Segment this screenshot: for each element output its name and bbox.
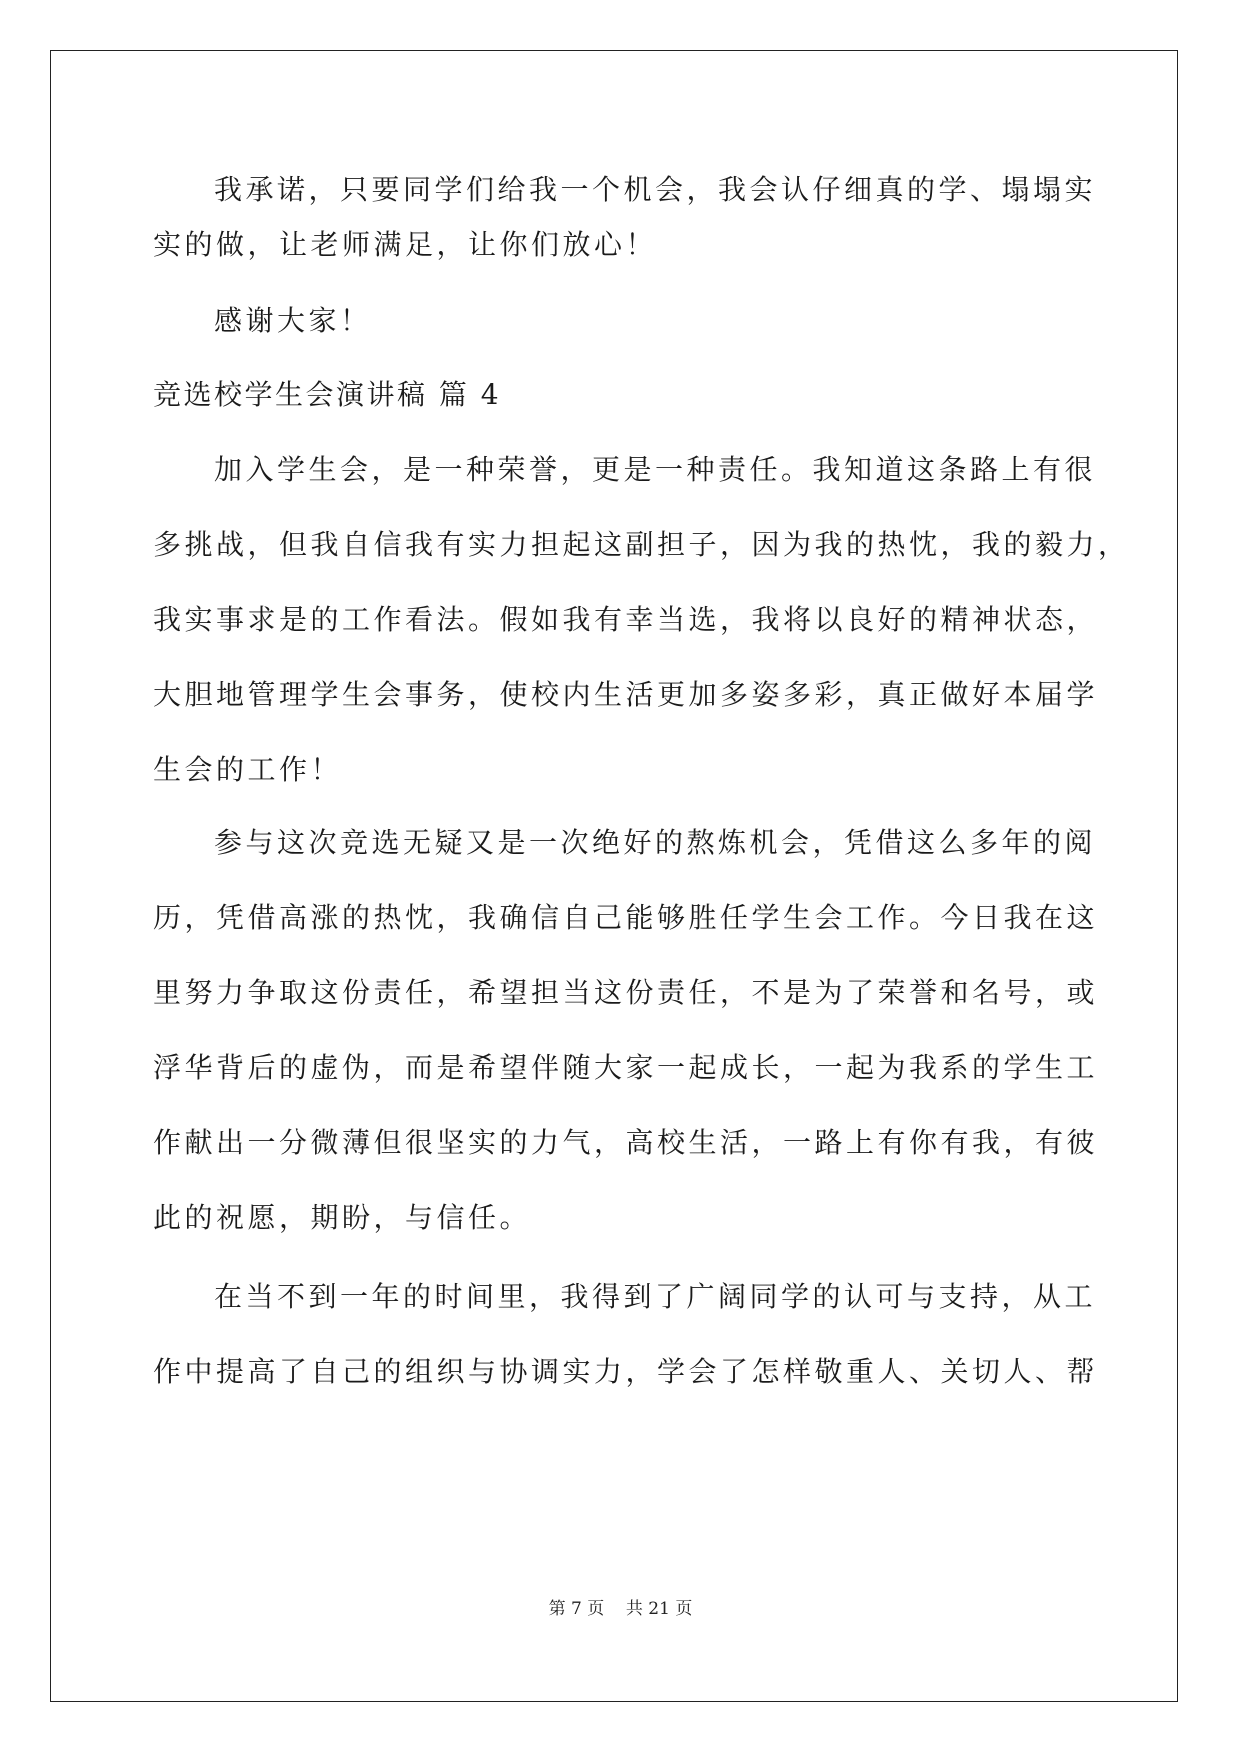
paragraph-line: 我承诺，只要同学们给我一个机会，我会认仔细真的学、塌塌实 [214, 173, 1097, 206]
page-footer [0, 1601, 1241, 1618]
paragraph-line: 感谢大家！ [214, 304, 372, 337]
paragraph-line: 生会的工作！ [153, 753, 343, 786]
paragraph-line: 多挑战，但我自信我有实力担起这副担子，因为我的热忱，我的毅力， [153, 528, 1130, 561]
paragraph-line: 在当不到一年的时间里，我得到了广阔同学的认可与支持，从工 [214, 1280, 1097, 1313]
page-total: 共 21 页 [625, 1599, 693, 1619]
paragraph-line: 参与这次竞选无疑又是一次绝好的熬炼机会，凭借这么多年的阅 [214, 826, 1097, 859]
paragraph-line: 浮华背后的虚伪，而是希望伴随大家一起成长，一起为我系的学生工 [153, 1051, 1099, 1084]
paragraph-line: 里努力争取这份责任，希望担当这份责任，不是为了荣誉和名号，或 [153, 976, 1099, 1009]
paragraph-line: 大胆地管理学生会事务，使校内生活更加多姿多彩，真正做好本届学 [153, 678, 1099, 711]
page-border [50, 50, 1178, 1702]
paragraph-line: 我实事求是的工作看法。假如我有幸当选，我将以良好的精神状态， [153, 603, 1099, 636]
paragraph-line: 作中提高了自己的组织与协调实力，学会了怎样敬重人、关切人、帮 [153, 1355, 1099, 1388]
section-heading: 竞选校学生会演讲稿 篇 4 [153, 378, 502, 411]
paragraph-line: 此的祝愿，期盼，与信任。 [153, 1201, 532, 1234]
paragraph-line: 作献出一分微薄但很坚实的力气，高校生活，一路上有你有我，有彼 [153, 1126, 1099, 1159]
paragraph-line: 实的做，让老师满足，让你们放心！ [153, 228, 658, 261]
paragraph-line: 历，凭借高涨的热忱，我确信自己能够胜任学生会工作。今日我在这 [153, 901, 1099, 934]
page-number: 第 7 页 [548, 1599, 605, 1619]
paragraph-line: 加入学生会，是一种荣誉，更是一种责任。我知道这条路上有很 [214, 453, 1097, 486]
